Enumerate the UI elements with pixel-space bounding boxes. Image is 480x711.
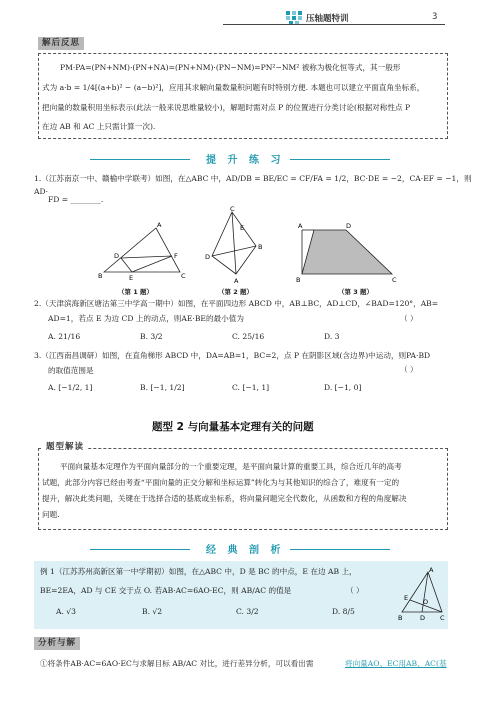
header-ornament (286, 10, 302, 24)
svg-text:C: C (230, 206, 235, 213)
ex1-choice-a: A. √3 (56, 607, 76, 616)
q3-choice-c: C. [−1, 1] (232, 383, 270, 392)
practice-rule-left (90, 159, 190, 160)
example-1-answer-paren: （ ） (346, 586, 364, 595)
question-1-line-2: FD = ________. (48, 195, 104, 204)
reflection-line-3: 把向量的数量积用坐标表示(此法一般来说思维量较小)，解题时需对点 P 的位置进行分类讨论(根据对称性点 P (42, 103, 411, 112)
interpretation-line-2: 试题，此部分内容已经由考查“平面向量的正交分解和坐标运算”转化为与其他知识的综合了，难度有一定的 (42, 478, 400, 487)
svg-text:E: E (404, 594, 409, 602)
reflection-line-1: PM·PA=(PN+NM)·(PN+NA)=(PN+NM)·(PN−NM)=PN²−NM² 被称为极化恒等式，其一般形 (60, 63, 401, 72)
analysis-line-1: ①将条件AB·AC=6AO·EC与求解目标 AB/AC 对比，进行差异分析，可以看出需 (40, 659, 314, 668)
q2-choice-c: C. 25/16 (232, 332, 265, 341)
analysis-line-1-emphasis: 将向量AO、EC用AB、AC(基 (345, 659, 447, 668)
running-title: 压轴题特训 (306, 14, 349, 24)
question-3-answer-paren: （ ） (400, 365, 418, 374)
example-1-figure (398, 566, 446, 624)
question-3-line-2: 的取值范围是 (48, 366, 94, 375)
topic-2-title: 题型 2 与向量基本定理有关的问题 (152, 421, 314, 433)
classic-title: 经 典 剖 析 (206, 545, 285, 556)
q2-choice-d: D. 3 (324, 332, 340, 341)
classic-rule-right (290, 549, 390, 550)
svg-text:D: D (420, 614, 426, 622)
practice-title: 提 升 练 习 (206, 155, 285, 166)
page-number: 3 (432, 12, 438, 22)
analysis-tag: 分析与解 (34, 637, 80, 650)
svg-text:D: D (346, 222, 352, 230)
ex1-choice-c: C. 3/2 (236, 607, 259, 616)
question-2-answer-paren: （ ） (400, 314, 418, 323)
classic-rule-left (90, 549, 190, 550)
svg-text:C: C (440, 614, 445, 622)
figure-1-caption: （第 1 题） (118, 288, 154, 296)
svg-text:B: B (398, 614, 403, 622)
ex1-choice-b: B. √2 (142, 607, 163, 616)
question-3-line-1: 3.（江西南昌调研）如图，在直角梯形 ABCD 中，DA=AB=1，BC=2，点 P 在阴影区域(含边界)中运动，则PA·BD (34, 351, 431, 360)
q3-choice-a: A. [−1/2, 1] (48, 383, 93, 392)
question-2-line-1: 2.（天津滨海新区塘沽第三中学高一期中）如图，在平面四边形 ABCD 中，AB⊥BC，AD⊥CD，∠BAD=120°，AB= (34, 299, 439, 308)
interpretation-line-1: 平面向量基本定理作为平面向量部分的一个重要定理，是平面向量计算的重要工具，综合近几年的高考 (60, 462, 402, 471)
figure-1 (96, 218, 188, 286)
svg-text:D: D (205, 253, 211, 261)
svg-text:F: F (174, 252, 178, 260)
svg-text:A: A (429, 566, 434, 574)
svg-text:B: B (296, 276, 301, 284)
reflection-line-2: 式为 a·b = 1/4[(a+b)² − (a−b)²]，应用其求解向量数量积问题有时特别方便. 本题也可以建立平面直角坐标系， (42, 83, 425, 92)
svg-text:A: A (298, 222, 303, 230)
question-1-line-1: 1.（江苏南京一中、赣榆中学联考）如图，在△ABC 中，AD/DB = BE/EC = CF/FA = 1/2，BC·DE = −2，CA·EF = −1，则AD· (34, 174, 472, 196)
question-2-line-2: AD=1，若点 E 为边 CD 上的动点，则AE·BE的最小值为 (48, 314, 244, 323)
figure-3 (296, 220, 400, 286)
figure-3-caption: （第 3 题） (338, 288, 374, 296)
reflection-line-4: 在边 AB 和 AC 上只需计算一次). (42, 122, 156, 131)
q3-choice-d: D. [−1, 0] (324, 383, 362, 392)
svg-text:C: C (392, 276, 397, 284)
ex1-choice-d: D. 8/5 (332, 607, 355, 616)
header-rule (223, 24, 445, 25)
figure-2 (204, 206, 266, 286)
svg-text:A: A (157, 221, 162, 229)
q2-choice-a: A. 21/16 (48, 332, 81, 341)
svg-text:C: C (181, 272, 186, 280)
grid-ornament-icon (286, 11, 302, 25)
reflection-tag: 解后反思 (38, 37, 84, 50)
interpretation-tag: 题型解读 (42, 441, 88, 454)
svg-text:O: O (423, 598, 429, 606)
svg-text:E: E (129, 274, 134, 282)
interpretation-line-3: 提升，解决此类问题，关键在于选择合适的基底或坐标系，将向量问题完全代数化，从函数和方程的角度解决 (42, 494, 407, 503)
q2-choice-b: B. 3/2 (140, 332, 163, 341)
svg-text:B: B (258, 243, 263, 251)
svg-text:E: E (240, 224, 245, 232)
figure-2-caption: （第 2 题） (218, 288, 254, 296)
q3-choice-b: B. [−1, 1/2] (140, 383, 185, 392)
interpretation-line-4: 问题. (42, 510, 60, 519)
practice-rule-right (290, 159, 390, 160)
example-1-line-2: BE=2EA，AD 与 CE 交于点 O. 若AB·AC=6AO·EC，则 AB/AC 的值是 (40, 586, 292, 595)
example-1-line-1: 例 1（江苏苏州高新区第一中学期初）如图，在△ABC 中，D 是 BC 的中点，E 在边 AB 上， (40, 567, 357, 576)
svg-text:D: D (114, 252, 120, 260)
svg-text:B: B (98, 272, 103, 280)
svg-text:A: A (234, 277, 239, 285)
